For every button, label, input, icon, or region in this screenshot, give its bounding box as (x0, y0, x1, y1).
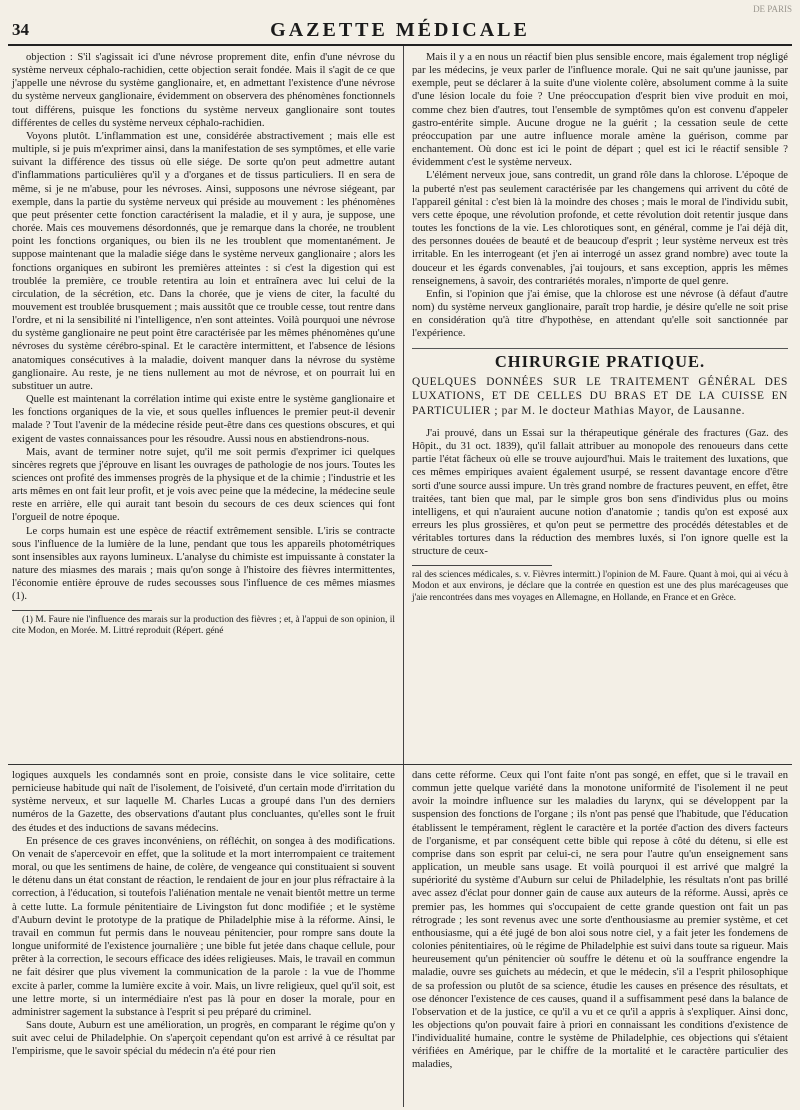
article-paragraph: J'ai prouvé, dans un Essai sur la thérapeutique générale des fractures (Gaz. des Hôpit., du 31 oct. 1839), qu'il fallait attribuer au monopole des renoueurs dans cette partie l'état fâcheux où elle se trouve aujourd'hui. Mais le traitement des luxations, que ces mêmes empiriques avaient également usurpé, se ressent davantage encore d'être sorti d'une source aussi impure. Un très grand nombre de fractures peuvent, en effet, être traitées, tant bien que mal, par le simple gros bon sens d'individus plus ou moins intelligens, et qui n'auraient aucune notion d'anatomie ; tandis qu'on est exposé aux erreurs les plus grossières, et qu'on peut se permettre des procédés détestables et de véritables tortures dans la réduction des membres luxés, si l'on ignore quelle est la structure de ceux- (412, 427, 788, 558)
paragraph: En présence de ces graves inconvéniens, on réfléchit, on songea à des modifications. On venait de s'apercevoir en effet, que la solitude et la mort interrompaient ce traitement moral, ou que les sentimens de haine, de colère, de vengeance qui constituaient si souvent le détenu dans un état constant de réaction, le rendaient de jour en jour plus réfractaire à la correction, à l'éducation, si toutefois l'aliénation mentale ne venait bientôt mettre un terme à cette lutte. La formule pénitentiaire de Livingston fut donc modifiée ; et le système d'Auburn devint le prototype de la pratique de Philadelphie mise à la réforme. Ainsi, le travail en commun fut permis dans le nouveau pénitencier, pour rompre sans doute la longue uniformité de l'existence journalière ; une bible fut jetée dans chaque cellule, pour prêter à la correction, le secours efficace des idées religieuses. Mais, le travail en commun ne fait désirer que plus vivement la communication de la parole : la vue de l'homme excite à parler, comme la lumière excite à voir. Mais, un livre religieux, quel qu'il soit, est une lettre morte, si un intermédiaire n'est pas là pour en doser la morale, pour en administrer sagement la substance à l'esprit si peu préparé du criminel. (12, 835, 395, 1018)
footnote-rule (412, 565, 552, 566)
footnote-rule (12, 610, 152, 611)
upper-left-column (8, 46, 404, 764)
section-divider (412, 348, 788, 349)
footnote: (1) M. Faure nie l'influence des marais sur la production des fièvres ; et, à l'appui de son opinion, il cite Modon, en Morée. M. Littré reproduit (Répert. géné (12, 614, 395, 637)
section-title: CHIRURGIE PRATIQUE. (494, 352, 706, 372)
upper-section (8, 46, 792, 765)
upper-right-column (404, 46, 792, 764)
paragraph: Voyons plutôt. L'inflammation est une, considérée abstractivement ; mais elle est multiple, si je puis m'exprimer ainsi, dans la manifestation de ses symptômes, et elle varie suivant la différence des tissus où elle siége. De sorte qu'on peut admettre autant d'inflammations particulières qu'il y a d'organes et de tissus particuliers. Il en sera de même, si je ne m'abuse, pour les névroses. Ainsi, supposons une névrose siégeant, par exemple, dans la partie du système nerveux qui préside au mouvement : les phénomènes que peut présenter cette fonction caractérisent la maladie, et il y aura, je suppose, une chorée. Mais ces mouvemens désordonnés, que je remarque dans la chorée, ne troublent point les fonctions organiques, ou bien ils ne les troublent que momentanément. Je suppose maintenant que la maladie siége dans le système nerveux ganglionaire ; alors les fonctions organiques en subiront les premières atteintes : si c'est la digestion qui est troublée la première, ce trouble retentira au loin et entraînera avec lui celui de la circulation, de la sécrétion, etc. Dans la chorée, que je viens de citer, la faculté du mouvement est troublée brusquement ; mais aussitôt que ce trouble cesse, tout rentre dans l'ordre, et ni la sensibilité ni l'intelligence, n'en sont atteintes. Voilà pourquoi une névrose du système ganglionaire ne peut point être caractérisée par les mêmes phénomènes qu'une névroses du système cérébro-spinal. Et le caractère intermittent, et l'absence de lésions anatomiques consécutives à la maladie, doivent manquer dans la névrose du système ganglionaire. Au reste, je ne tiens nullement au mot de névrose, et on pourrait lui en substituer un autre. (12, 130, 395, 392)
lower-section (8, 765, 792, 1107)
paragraph: Quelle est maintenant la corrélation intime qui existe entre le système ganglionaire et les fonctions organiques de la vie, et sous quelles influences le premier peut-il devenir malade ? Tout l'avenir de la médecine réside peut-être dans ces questions obscures, et qui exigent de vastes connaissances pour les résoudre. Aussi nous en abstiendrons-nous. (12, 394, 395, 445)
paragraph: dans cette réforme. Ceux qui l'ont faite n'ont pas songé, en effet, que si le travail en commun jette quelque variété dans la monotone uniformité de l'isolement il ne peut avoir la moindre influence sur les maladies du larynx, qui se développent par la suspension des fonctions de l'organe ; ils n'ont pas pensé que l'habitude, que l'éducation établissent le tempérament, règlent le caractère et la portée d'action des divers facteurs de l'organisme, et par conséquent cette bible qui repose à côté du détenu, si elle est comprise dans son esprit par celui-ci, ne sera pour l'autre qu'un enseignement sans application, un meuble sans usage. Et voilà pourquoi il est arrivé que malgré la supériorité du système d'Auburn sur celui de Philadelphie, les résultats n'ont pas brillé avec assez d'éclat pour donner gain de cause aux auteurs de la réforme. Aussi, après ce premier pas, les hommes qui s'occupaient de cette grande question ont fait un pas rétrograde ; les sont revenus avec une sorte d'enthousiasme au premier système, et cet enthousiasme, qui a été jugé de bon aloi sous notre ciel, y a fait jeter les fondemens de colonies pénitentiaires, où le régime de Philadelphie est suivi dans toute sa rigueur. Mais heureusement qu'un pénitencier où souffre le détenu et où la souffrance engendre la maladie, ouvre ses guichets au médecin, et que le médecin, s'il a l'esprit philosophique de sa profession ou plutôt de sa science, étudie les causes en présence des résultats, et ose dénoncer l'existence de ces causes, quand il a suffisamment pesé dans la balance de l'observation et de la justice, ce qu'il a vu et ce qu'il a appris à s'expliquer. Ainsi donc, les objections qu'on pouvait faire à priori en connaissant les conditions d'existence de l'individualité humaine, contre le système de Philadelphie, ces objections qui s'étaient vérifiées en Amérique, par le chiffre de la mortalité et le caractère particulier des maladies, (412, 770, 788, 1071)
journal-title: GAZETTE MÉDICALE (270, 19, 530, 41)
paragraph: Le corps humain est une espèce de réactif extrêmement sensible. L'iris se contracte sous l'influence de la lumière de la lune, pendant que tous les appareils photométriques sont insensibles aux rayons lumineux. L'analyse du chimiste est impuissante à constater la nature des miasmes des marais ; mais qu'on songe à l'histoire des fièvres intermittentes, l'économie entière éprouve de rudes secousses sous l'influence de ces mêmes miasmes (1). (12, 525, 395, 603)
lower-left-column (8, 765, 404, 1107)
paragraph: Mais, avant de terminer notre sujet, qu'il me soit permis d'exprimer ici quelques sincères regrets que j'éprouve en lisant les ouvrages de pathologie de nos jours. Toutes les sciences ont profité des immenses progrès de la physique et de la chimie ; l'industrie et les arts mêmes en ont fait leur profit, et je vois avec peine que la médecine, la médecine seule reste en arrière, elle qui aurait tant besoin du secours de ces deux sciences qui font l'orgueil de notre époque. (12, 446, 395, 524)
masthead (8, 4, 792, 46)
paragraph: Mais il y a en nous un réactif bien plus sensible encore, mais également trop négligé par les médecins, je veux parler de l'influence morale. Qui ne sait qu'une jaunisse, par exemple, peut se déclarer à la suite d'une violente colère, absolument comme à la suite d'une lésion locale du foie ? Une préoccupation d'esprit bien vive produit en moi, comme chez bien d'autres, tout l'ensemble de symptômes qu'on est convenu d'appeler gastro-entérite simple. Aucune drogue ne la guérit ; la cessation seule de cette préoccupation par une autre influence morale amène la guérison, comme par enchantement. Où donc est ici le point de départ ; quel est ici le réactif sensible ? évidemment c'est le système nerveux. (412, 52, 788, 169)
lower-right-column (404, 765, 792, 1107)
article-subtitle: QUELQUES DONNÉES SUR LE TRAITEMENT GÉNÉRAL DES LUXATIONS, ET DE CELLES DU BRAS ET DE LA CUISSE EN PARTICULIER ; par M. le docteur Mathias Mayor, de Lausanne. (412, 375, 788, 418)
paragraph: L'élément nerveux joue, sans contredit, un grand rôle dans la chlorose. L'époque de la puberté n'est pas seulement caractérisée par les changemens qui arrivent du côté de l'appareil génital : c'est bien là la moindre des choses ; mais le moral de l'individu subit, vers cette époque, une révolution profonde, et cette révolution doit retentir jusque dans toutes les fonctions de la vie. Les chlorotiques sont, en général, comme je l'ai déjà dit, des personnes douées de beauté et de beaucoup d'esprit ; leur système nerveux est très irritable. En les interrogeant (et j'en ai interrogé un assez grand nombre) avec toute la douceur et les égards convenables, j'ai toujours, et sans exception, appris les mêmes renseignemens, à savoir, des contrariétés morales, n'importe de quel genre. (412, 170, 788, 287)
paragraph: Sans doute, Auburn est une amélioration, un progrès, en comparant le régime qu'on y suit avec celui de Philadelphie. On s'aperçoit cependant qu'on est arrivé à ce résultat par l'empirisme, que le savoir spécial du médecin n'a été pour rien (12, 1019, 395, 1058)
paragraph: objection : S'il s'agissait ici d'une névrose proprement dite, enfin d'une névrose du système nerveux céphalo-rachidien, cette objection serait fondée. Mais il s'agit de ce que j'appelle une névrose du système ganglionaire, et, en admettant l'existence d'une névrose du système nerveux ganglionaire, évidemment on observera des phénomènes fonctionnels tout différens, puisque les fonctions du système nerveux ganglionaire sont toutes différentes de celles du système nerveux céphalo-rachidien. (12, 52, 395, 129)
paragraph: Enfin, si l'opinion que j'ai émise, que la chlorose est une névrose (à défaut d'autre nom) du système nerveux ganglionaire, paraît trop hardie, je désire qu'elle ne soit prise en considération qu'à titre d'hypothèse, en attendant qu'elle soit sanctionnée par l'expérience. (412, 288, 788, 340)
masthead-corner-text: DE PARIS (753, 4, 792, 14)
footnote-continuation: ral des sciences médicales, s. v. Fièvres intermitt.) l'opinion de M. Faure. Quant à moi, qui ai vécu à Modon et aux environs, je déclare que la contrée en question est une des plus marécageuses que j'aie rencontrées dans mes voyages en Allemagne, en Hollande, en France et en Grèce. (412, 569, 788, 603)
paragraph: logiques auxquels les condamnés sont en proie, consiste dans le vice solitaire, cette pernicieuse habitude qui naît de l'isolement, de l'oisiveté, d'un certain mode d'irritation du système nerveux, et sur laquelle M. Charles Lucas a groupé dans l'un des derniers numéros de la Gazette, des observations d'autant plus concluantes, qu'elles sont le fruit des études et des inductions de savans médecins. (12, 770, 395, 834)
page-number: 34 (12, 20, 29, 39)
